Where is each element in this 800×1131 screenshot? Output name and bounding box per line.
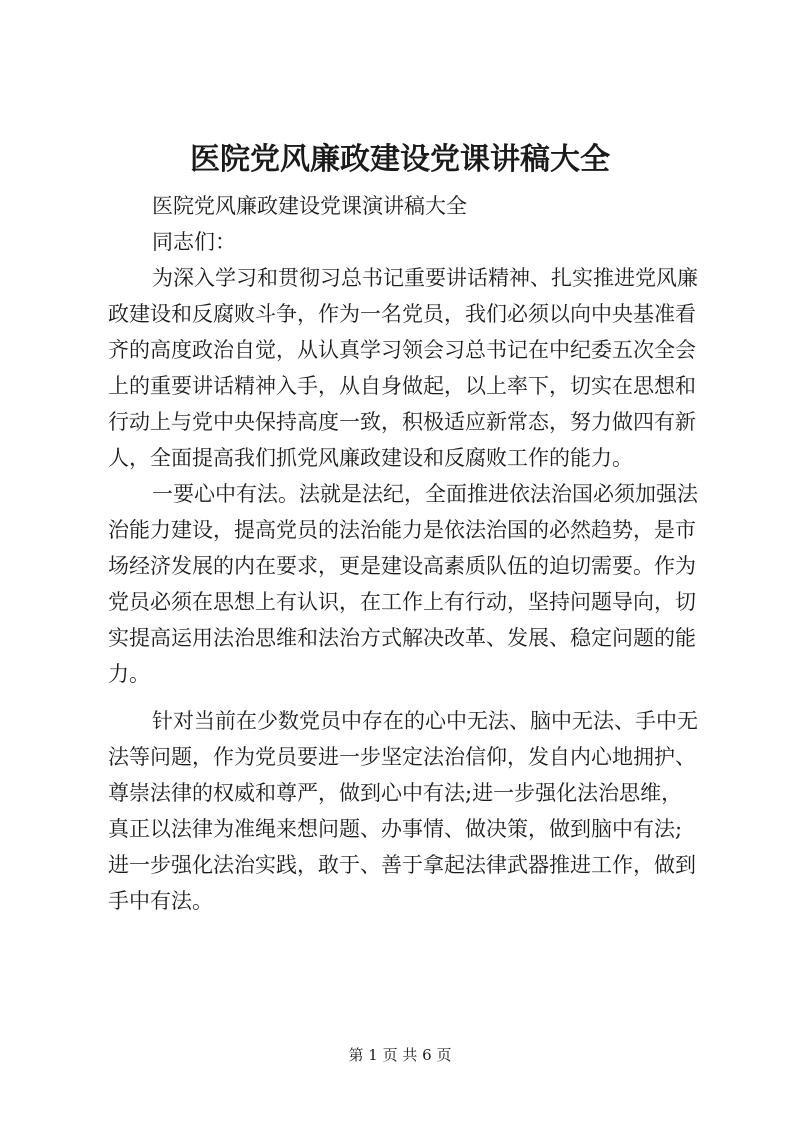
paragraph-3 xyxy=(108,703,714,919)
paragraph-line: 法等问题，作为党员要进一步坚定法治信仰，发自内心地拥护、 xyxy=(108,745,696,769)
paragraph-spacer xyxy=(108,692,714,703)
paragraph-line: 尊崇法律的权威和尊严，做到心中有法;进一步强化法治思维， xyxy=(108,781,683,805)
document-body xyxy=(108,188,714,919)
page-number-footer: 第 1 页 共 6 页 xyxy=(348,1046,452,1064)
paragraph-line: 场经济发展的内在要求，更是建设高素质队伍的迫切需要。作为 xyxy=(108,554,696,578)
paragraph-line: 人，全面提高我们抓党风廉政建设和反腐败工作的能力。 xyxy=(108,446,633,470)
paragraph-line: 力。 xyxy=(108,662,150,686)
paragraph-line: 政建设和反腐败斗争，作为一名党员，我们必须以向中央基准看 xyxy=(108,302,696,326)
paragraph-line: 行动上与党中央保持高度一致，积极适应新常态，努力做四有新 xyxy=(108,410,696,434)
paragraph-line: 针对当前在少数党员中存在的心中无法、脑中无法、手中无 xyxy=(152,709,698,733)
paragraph-line: 党员必须在思想上有认识，在工作上有行动，坚持问题导向，切 xyxy=(108,590,696,614)
paragraph-line: 治能力建设，提高党员的法治能力是依法治国的必然趋势，是市 xyxy=(108,518,696,542)
paragraph-line: 实提高运用法治思维和法治方式解决改革、发展、稳定问题的能 xyxy=(108,626,696,650)
paragraph-2 xyxy=(108,476,714,692)
document-title: 医院党风廉政建设党课讲稿大全 xyxy=(190,142,610,177)
paragraph-line: 手中有法。 xyxy=(108,889,213,913)
paragraph-line: 进一步强化法治实践，敢于、善于拿起法律武器推进工作，做到 xyxy=(108,853,696,877)
paragraph-line: 上的重要讲话精神入手，从自身做起，以上率下，切实在思想和 xyxy=(108,374,696,398)
paragraph-line: 齐的高度政治自觉，从认真学习领会习总书记在中纪委五次全会 xyxy=(108,338,696,362)
paragraph-line: 为深入学习和贯彻习总书记重要讲话精神、扎实推进党风廉 xyxy=(152,266,698,290)
paragraph-line: 一要心中有法。法就是法纪，全面推进依法治国必须加强法 xyxy=(152,482,698,506)
greeting-line: 同志们： xyxy=(152,230,236,254)
paragraph-1 xyxy=(108,260,714,476)
subtitle-line: 医院党风廉政建设党课演讲稿大全 xyxy=(152,194,467,218)
paragraph-line: 真正以法律为准绳来想问题、办事情、做决策，做到脑中有法; xyxy=(108,817,683,841)
